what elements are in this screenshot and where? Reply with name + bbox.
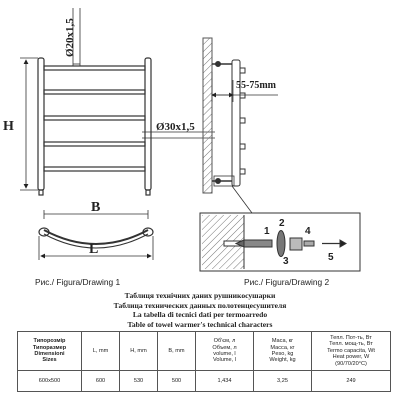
left-rail: [38, 58, 44, 190]
dim-pipe-top-label: Ø20x1,5: [64, 18, 76, 57]
drawing2-caption: Рис./ Figura/Drawing 2: [244, 277, 330, 287]
wall: [203, 38, 212, 193]
cell-height: 530: [120, 371, 158, 392]
header-length: L, mm: [82, 332, 120, 371]
header-volume: Об'єм, л Объем, л volume, l Volume, l: [196, 332, 254, 371]
cell-heat-power: 249: [312, 371, 391, 392]
drawing2-side-view: [203, 38, 278, 213]
table-header-row: [18, 332, 391, 371]
table-row: [18, 371, 391, 392]
dim-wall-label: 55-75mm: [236, 80, 276, 91]
right-rail: [145, 58, 151, 190]
callout-3: 3: [283, 256, 289, 267]
table-title-en: Table of towel warmer's technical characters: [127, 319, 273, 329]
callout-1: 1: [264, 226, 270, 237]
label-l: L: [89, 242, 99, 257]
table-titles: [0, 291, 400, 329]
cell-volume: 1,434: [196, 371, 254, 392]
crossbar-3: [44, 116, 145, 120]
cell-weight: 3,25: [254, 371, 312, 392]
crossbar-4: [44, 142, 145, 146]
drawing1-front-view: [38, 58, 151, 195]
cell-length: 600: [82, 371, 120, 392]
table-title-ua: Таблиця технічних даних рушникосушарки: [124, 291, 276, 300]
label-h: H: [3, 119, 14, 134]
cell-size: 600x500: [18, 371, 82, 392]
dimension-h: [20, 58, 38, 190]
crossbar-2: [44, 90, 145, 94]
cell-width: 500: [158, 371, 196, 392]
callout-4: 4: [305, 226, 311, 237]
drawing1-caption: Рис./ Figura/Drawing 1: [35, 277, 121, 287]
header-heat-power: Тепл. Пот-ть, Вт Тепл. мощ-ть, Вт Termo capacita, Wt Heat power, W (90/70/20°C): [312, 332, 391, 371]
header-width: B, mm: [158, 332, 196, 371]
side-rail: [232, 60, 240, 186]
callout-5: 5: [328, 252, 334, 263]
dim-pipe-side-label: Ø30x1,5: [156, 121, 195, 133]
spec-table: [17, 331, 391, 392]
header-weight: Маса, кг Масса, кг Peso, kg Weight, kg: [254, 332, 312, 371]
header-sizes: Типорозмір Типоразмер Dimensioni Sizes: [18, 332, 82, 371]
callout-2: 2: [279, 218, 285, 229]
table-title-ru: Таблица технических данных полотенцесушителя: [113, 300, 287, 310]
crossbar-1: [44, 66, 145, 70]
table-title-it: La tabella di tecnici dati per termoarredo: [132, 310, 268, 320]
header-height: H, mm: [120, 332, 158, 371]
label-b: B: [91, 200, 101, 215]
crossbar-5: [44, 167, 145, 171]
